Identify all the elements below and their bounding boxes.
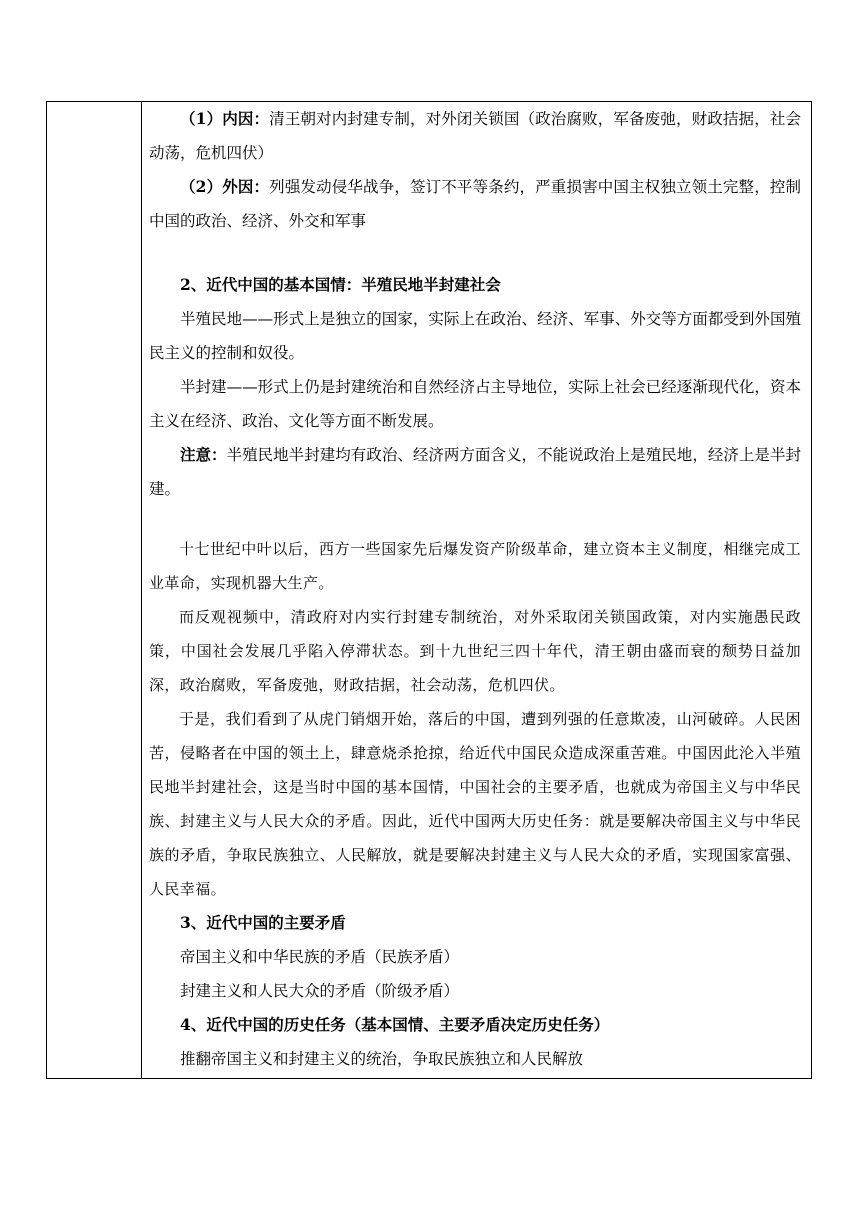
internal-cause-text: 清王朝对内封建专制，对外闭关锁国（政治腐败，军备废弛，财政拮据，社会动荡，危机四伏） [149,110,801,162]
heading-basic-conditions: 2、近代中国的基本国情：半殖民地半封建社会 [180,275,501,294]
external-cause-label: （2）外因： [180,177,270,196]
story-paragraph-3: 于是，我们看到了从虎门销烟开始，落后的中国，遭到列强的任意欺凌，山河破碎。人民困苦，侵略者在中国的领土上，肆意烧杀抢掠，给近代中国民众造成深重苦难。中国因此沦入半殖民地半封建社会，这是当时中国的基本国情，中国社会的主要矛盾，也就成为帝国主义与中华民族、封建主义与人民大众的矛盾。因此，近代中国两大历史任务：就是要解决帝国主义与中华民族的矛盾，争取民族独立、人民解放，就是要解决封建主义与人民大众的矛盾，实现国家富强、人民幸福。 [149,710,801,898]
internal-cause-label: （1）内因： [180,109,270,128]
external-cause-paragraph [149,170,801,238]
story-paragraph-1: 十七世纪中叶以后，西方一些国家先后爆发资产阶级革命，建立资本主义制度，相继完成工业革命，实现机器大生产。 [149,540,801,592]
contradiction-class: 封建主义和人民大众的矛盾（阶级矛盾） [180,982,460,1000]
note-label: 注意： [180,445,227,464]
heading-historical-tasks: 4、近代中国的历史任务（基本国情、主要矛盾决定历史任务） [180,1015,610,1034]
content-cell [143,102,811,1078]
heading-main-contradictions: 3、近代中国的主要矛盾 [180,913,346,932]
semi-feudal-paragraph: 半封建——形式上仍是封建统治和自然经济占主导地位，实际上社会已经逐渐现代化，资本主义在经济、政治、文化等方面不断发展。 [149,378,801,430]
story-paragraph-2: 而反观视频中，清政府对内实行封建专制统治，对外采取闭关锁国政策，对内实施愚民政策，中国社会发展几乎陷入停滞状态。到十九世纪三四十年代，清王朝由盛而衰的颓势日益加深，政治腐败，军备废弛，财政拮据，社会动荡，危机四伏。 [149,608,801,694]
content-table [46,101,812,1079]
semi-colonial-paragraph: 半殖民地——形式上是独立的国家，实际上在政治、经济、军事、外交等方面都受到外国殖民主义的控制和奴役。 [149,310,801,362]
internal-cause-paragraph [149,102,801,170]
external-cause-text: 列强发动侵华战争，签订不平等条约，严重损害中国主权独立领土完整，控制中国的政治、经济、外交和军事 [149,178,801,230]
note-paragraph [149,438,801,506]
note-text: 半殖民地半封建均有政治、经济两方面含义，不能说政治上是殖民地，经济上是半封建。 [149,446,801,498]
historical-task-text: 推翻帝国主义和封建主义的统治，争取民族独立和人民解放 [180,1050,584,1068]
left-column-cell [47,102,142,1078]
contradiction-national: 帝国主义和中华民族的矛盾（民族矛盾） [180,948,460,966]
